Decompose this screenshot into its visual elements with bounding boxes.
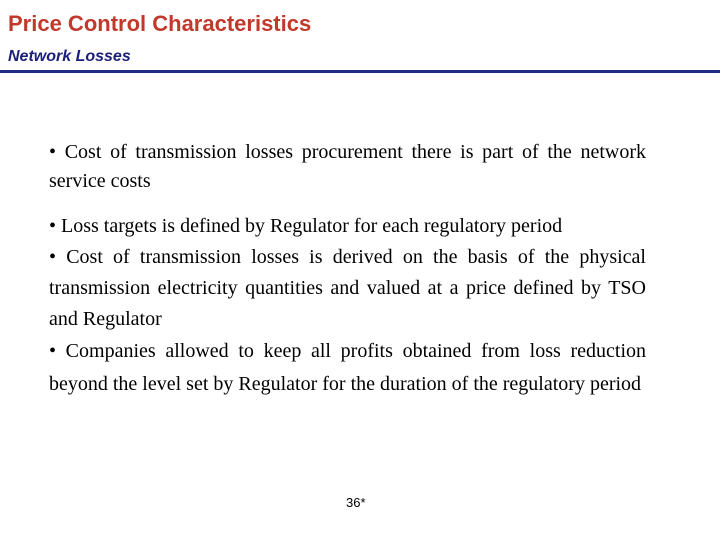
bullet-item: • Cost of transmission losses procurement there is part of the network service costs xyxy=(49,141,646,192)
bullet-item: • Cost of transmission losses is derived on the basis of the physical transmission electricity quantities and valued at a price defined by TSO and Regulator xyxy=(49,246,646,330)
slide-title: Price Control Characteristics xyxy=(8,11,312,36)
bullet-item: • Companies allowed to keep all profits obtained from loss reduction beyond the level set by Regulator for the duration of the regulatory period xyxy=(49,340,646,395)
header-divider xyxy=(0,70,720,73)
slide-body xyxy=(49,138,646,401)
page-number: 36* xyxy=(346,495,366,510)
bullet-item: • Loss targets is defined by Regulator for each regulatory period xyxy=(49,215,563,237)
slide-subtitle: Network Losses xyxy=(8,48,131,65)
